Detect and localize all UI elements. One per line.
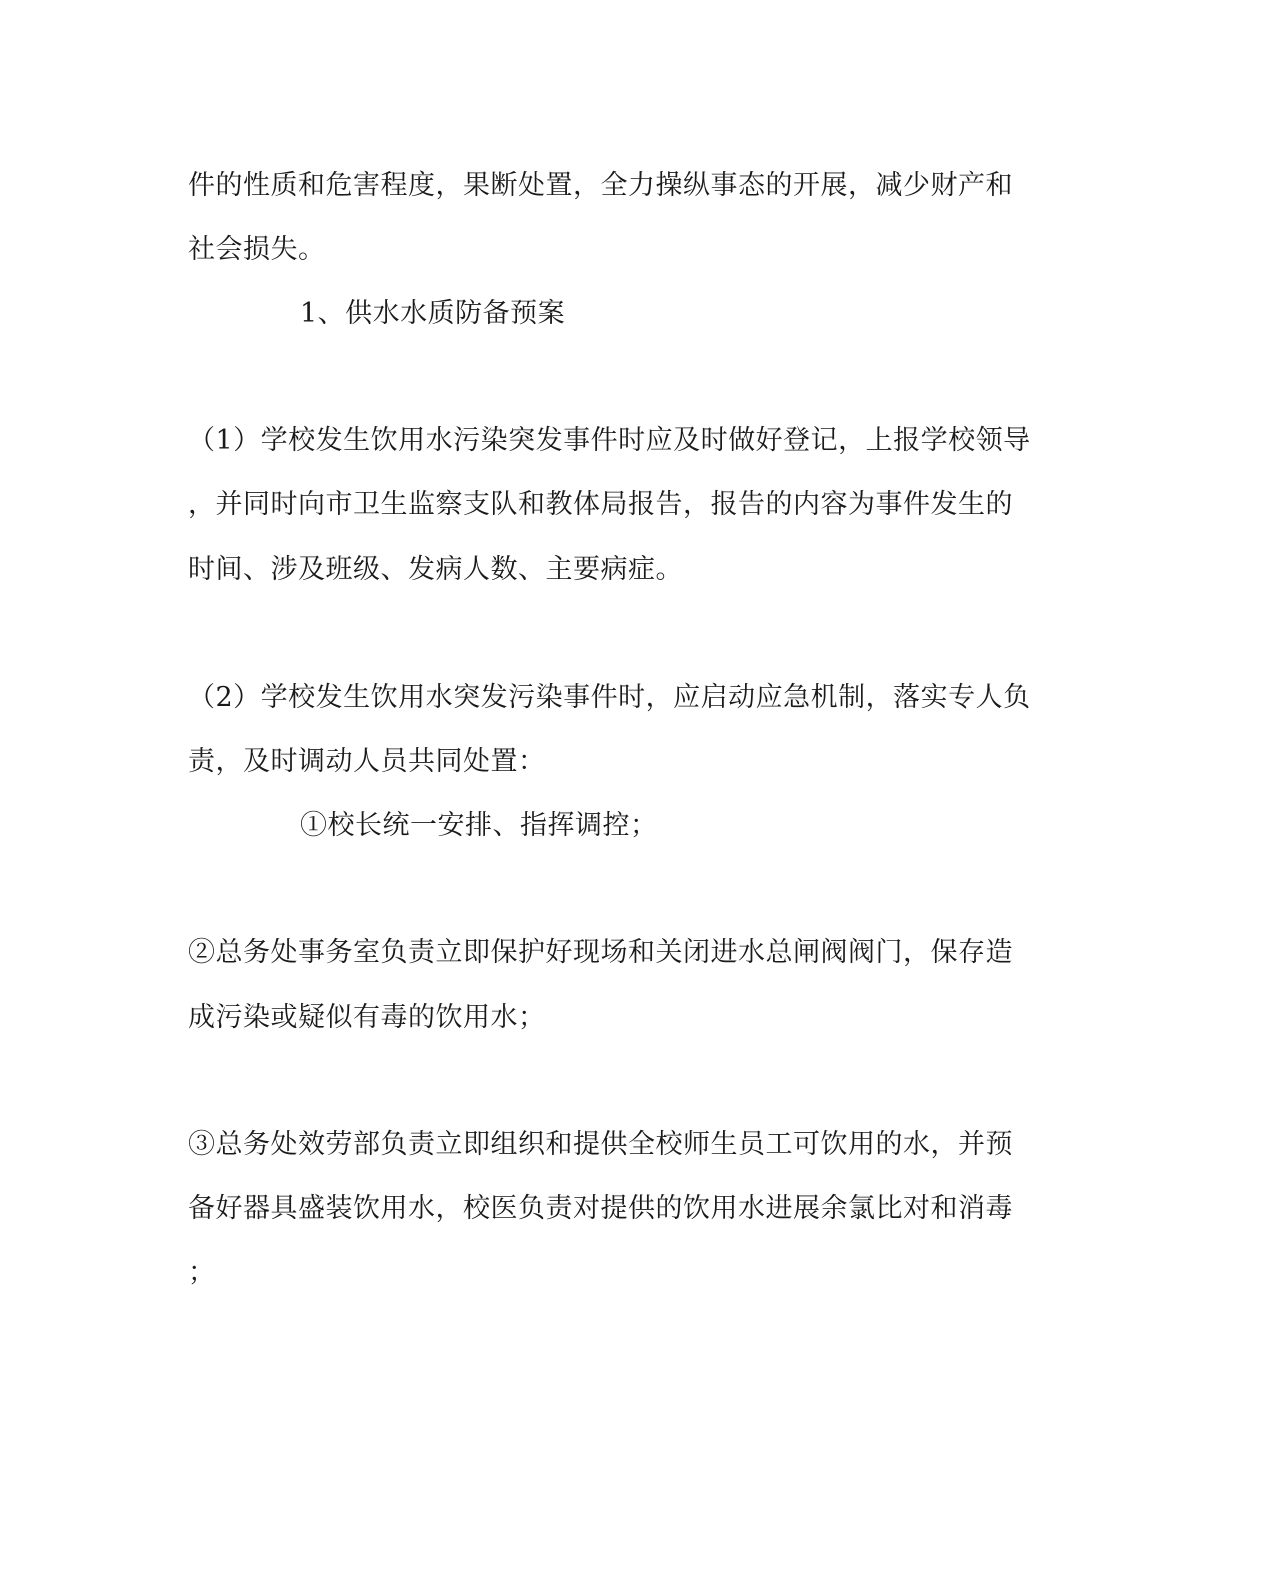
paragraph-line-1: 件的性质和危害程度，果断处置，全力操纵事态的开展，减少财产和 — [188, 170, 1013, 201]
item-2-line-1: （2）学校发生饮用水突发污染事件时，应启动应急机制，落实专人负 — [188, 682, 1031, 713]
item-1-line-1: （1）学校发生饮用水污染突发事件时应及时做好登记，上报学校领导 — [188, 425, 1031, 456]
subitem-2-line-1: ②总务处事务室负责立即保护好现场和关闭进水总闸阀阀门，保存造 — [188, 937, 1013, 968]
subitem-3-line-3: ； — [188, 1257, 216, 1288]
item-2-line-2: 责，及时调动人员共同处置： — [188, 746, 546, 777]
subitem-3-line-1: ③总务处效劳部负责立即组织和提供全校师生员工可饮用的水，并预 — [188, 1129, 1013, 1160]
subitem-3-line-2: 备好器具盛装饮用水，校医负责对提供的饮用水进展余氯比对和消毒 — [188, 1193, 1013, 1224]
subitem-2-line-2: 成污染或疑似有毒的饮用水； — [188, 1002, 546, 1033]
section-heading-1: 1、供水水质防备预案 — [300, 298, 566, 329]
subitem-1: ①校长统一安排、指挥调控； — [300, 810, 658, 841]
item-1-line-2: ，并同时向市卫生监察支队和教体局报告，报告的内容为事件发生的 — [188, 489, 1013, 520]
paragraph-line-2: 社会损失。 — [188, 234, 326, 265]
item-1-line-3: 时间、涉及班级、发病人数、主要病症。 — [188, 554, 683, 585]
